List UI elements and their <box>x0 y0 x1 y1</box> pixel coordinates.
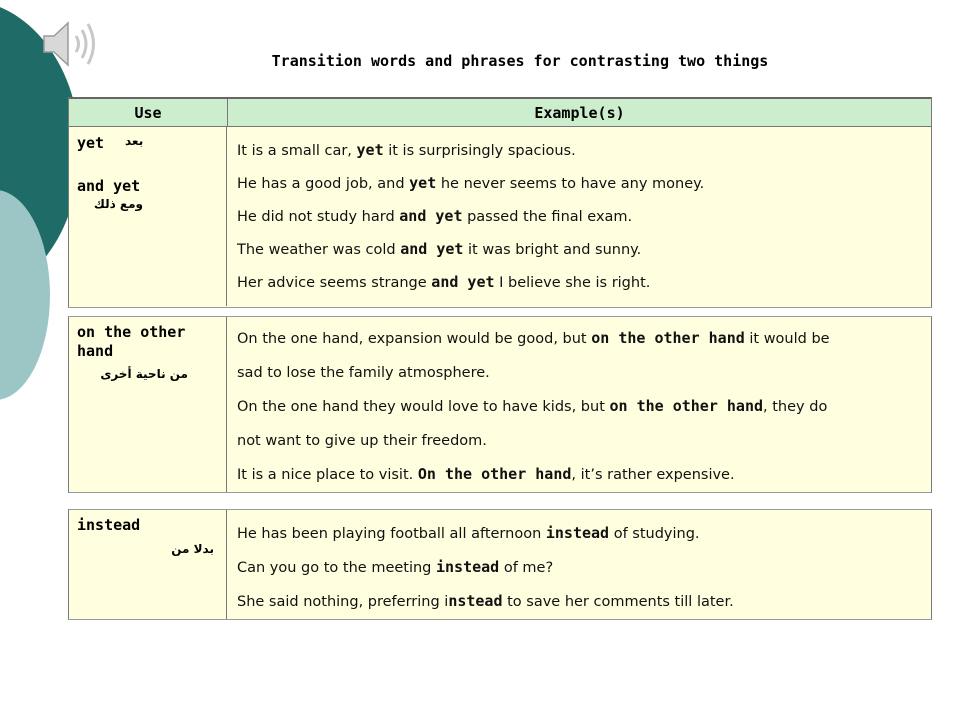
term-instead-arabic: بدلا من <box>171 542 214 556</box>
use-cell <box>69 317 227 492</box>
header-examples: Example(s) <box>534 103 625 122</box>
examples-cell <box>227 127 931 306</box>
example-line: He did not study hard and yet passed the final exam. <box>237 207 633 225</box>
term-on-the-other-hand-arabic: من ناحية أخرى <box>100 367 188 381</box>
example-line: Can you go to the meeting instead of me? <box>237 558 554 576</box>
term-and-yet: and yet <box>77 177 141 195</box>
use-cell <box>69 510 227 619</box>
use-cell <box>69 127 227 306</box>
example-line: He has been playing football all afternoon instead of studying. <box>237 524 700 542</box>
contrast-table-instead <box>68 509 932 620</box>
example-line: It is a small car, yet it is surprisingly spacious. <box>237 141 576 159</box>
table-header <box>69 97 931 127</box>
term-and-yet-arabic: ومع ذلك <box>93 197 143 211</box>
contrast-table-on-the-other-hand <box>68 316 932 493</box>
example-line: He has a good job, and yet he never seems to have any money. <box>237 174 705 192</box>
term-on-the-other-hand: on the other hand <box>77 323 186 360</box>
term-yet: yet <box>77 134 105 152</box>
example-line: not want to give up their freedom. <box>237 433 487 449</box>
header-use: Use <box>69 99 228 126</box>
term-instead: instead <box>77 516 141 534</box>
example-line: On the one hand they would love to have kids, but on the other hand, they do <box>237 397 828 415</box>
example-line: The weather was cold and yet it was bright and sunny. <box>237 240 642 258</box>
example-line: It is a nice place to visit. On the other hand, it’s rather expensive. <box>237 465 735 483</box>
example-line: She said nothing, preferring instead to save her comments till later. <box>237 592 734 610</box>
example-line: sad to lose the family atmosphere. <box>237 365 490 381</box>
example-line: Her advice seems strange and yet I believe she is right. <box>237 273 651 291</box>
contrast-table-yet <box>68 97 932 308</box>
examples-cell <box>227 317 931 492</box>
example-line: On the one hand, expansion would be good, but on the other hand it would be <box>237 329 830 347</box>
page-title: Transition words and phrases for contrasting two things <box>271 52 769 70</box>
term-yet-arabic: بعد <box>125 134 144 148</box>
examples-cell <box>227 510 931 619</box>
